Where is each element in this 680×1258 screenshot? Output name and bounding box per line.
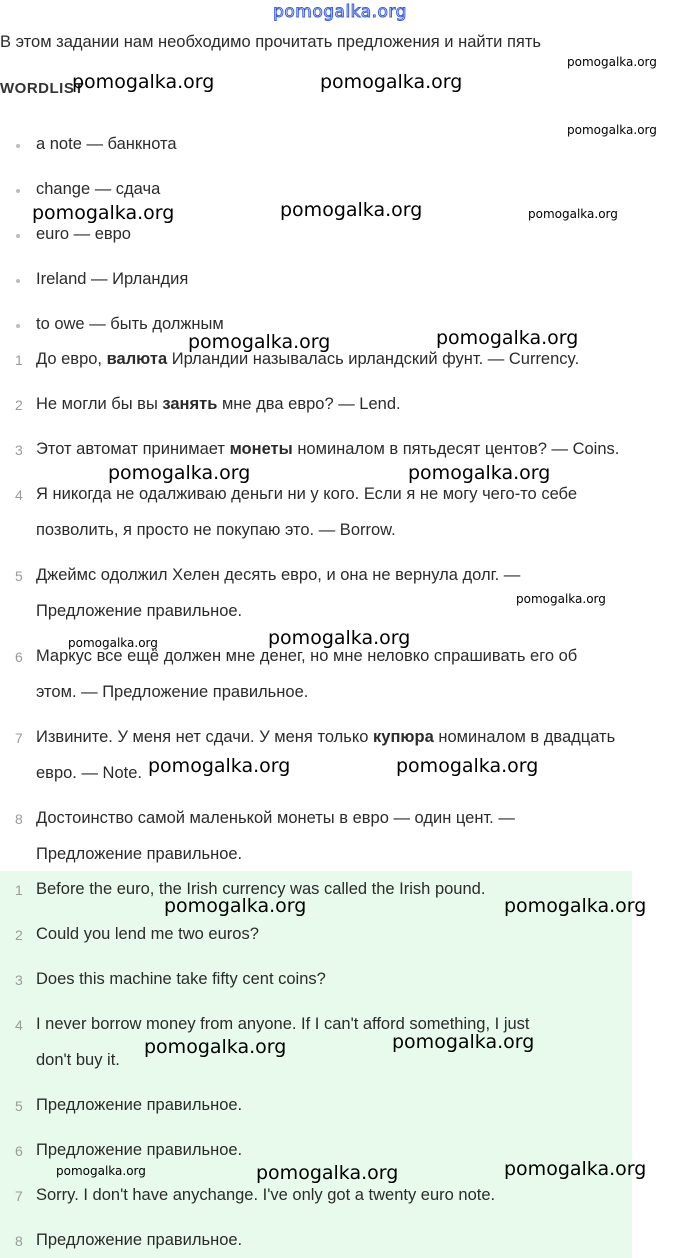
watermark-logo-top: pomogalka.org	[273, 2, 407, 22]
list-number: 8	[15, 811, 23, 827]
watermark: pomogalka.org	[408, 462, 551, 484]
bullet-icon	[16, 189, 20, 193]
answer-line: евро. — Note.	[36, 764, 142, 782]
answer-line: I never borrow money from anyone. If I can't afford something, I just	[36, 1015, 530, 1033]
answer-line: Достоинство самой маленькой монеты в евро — один цент. —	[36, 809, 515, 827]
list-number: 4	[15, 1017, 23, 1033]
bullet-icon	[16, 324, 20, 328]
watermark: pomogalka.org	[504, 1158, 647, 1180]
wordlist-heading: WORDLIST	[0, 80, 84, 97]
watermark: pomogalka.org	[256, 1162, 399, 1184]
watermark: pomogalka.org	[144, 1036, 287, 1058]
watermark: pomogalka.org	[567, 123, 657, 137]
watermark: pomogalka.org	[68, 636, 158, 650]
list-number: 5	[15, 568, 23, 584]
watermark: pomogalka.org	[164, 895, 307, 917]
answer-line: Маркус все ещё должен мне денег, но мне неловко спрашивать его об	[36, 647, 578, 665]
watermark: pomogalka.org	[436, 327, 579, 349]
watermark: pomogalka.org	[320, 71, 463, 93]
answer-line: Предложение правильное.	[36, 1141, 243, 1159]
list-number: 1	[15, 352, 23, 368]
answer-line: Предложение правильное.	[36, 845, 243, 863]
list-number: 4	[15, 487, 23, 503]
intro-text: В этом задании нам необходимо прочитать предложения и найти пять	[0, 33, 541, 51]
answer-line: Could you lend me two euros?	[36, 925, 259, 943]
answer-line: этом. — Предложение правильное.	[36, 683, 309, 701]
watermark: pomogalka.org	[148, 755, 291, 777]
list-number: 7	[15, 1188, 23, 1204]
list-number: 8	[15, 1233, 23, 1249]
list-number: 2	[15, 927, 23, 943]
answer-line: don't buy it.	[36, 1051, 120, 1069]
list-number: 2	[15, 397, 23, 413]
list-number: 7	[15, 730, 23, 746]
answer-line: Предложение правильное.	[36, 602, 243, 620]
watermark: pomogalka.org	[188, 331, 331, 353]
watermark: pomogalka.org	[396, 755, 539, 777]
watermark: pomogalka.org	[72, 71, 215, 93]
wordlist-item: change — сдача	[36, 180, 161, 198]
list-number: 3	[15, 972, 23, 988]
watermark: pomogalka.org	[392, 1031, 535, 1053]
list-number: 3	[15, 442, 23, 458]
answer-line: Sorry. I don't have anychange. I've only got a twenty euro note.	[36, 1186, 496, 1204]
answer-line: До евро, валюта Ирландии называлась ирландский фунт. — Currency.	[36, 350, 580, 368]
bullet-icon	[16, 279, 20, 283]
wordlist-item: euro — евро	[36, 225, 131, 243]
watermark: pomogalka.org	[528, 207, 618, 221]
list-number: 1	[15, 882, 23, 898]
watermark: pomogalka.org	[504, 895, 647, 917]
bullet-icon	[16, 234, 20, 238]
list-number: 6	[15, 649, 23, 665]
answer-line: позволить, я просто не покупаю это. — Borrow.	[36, 521, 396, 539]
bullet-icon	[16, 144, 20, 148]
wordlist-item: to owe — быть должным	[36, 315, 224, 333]
watermark: pomogalka.org	[268, 627, 411, 649]
answer-line: Этот автомат принимает монеты номиналом в пятьдесят центов? — Coins.	[36, 440, 620, 458]
answer-line: Предложение правильное.	[36, 1231, 243, 1249]
answer-line: Я никогда не одалживаю деньги ни у кого. Если я не могу чего-то себе	[36, 485, 578, 503]
watermark: pomogalka.org	[108, 462, 251, 484]
answer-line: Before the euro, the Irish currency was called the Irish pound.	[36, 880, 486, 898]
answer-line: Не могли бы вы занять мне два евро? — Lend.	[36, 395, 401, 413]
watermark: pomogalka.org	[567, 55, 657, 69]
answer-line: Предложение правильное.	[36, 1096, 243, 1114]
wordlist-item: a note — банкнота	[36, 135, 177, 153]
watermark: pomogalka.org	[32, 202, 175, 224]
answer-line: Извините. У меня нет сдачи. У меня только купюра номиналом в двадцать	[36, 728, 616, 746]
list-number: 5	[15, 1098, 23, 1114]
list-number: 6	[15, 1143, 23, 1159]
answer-line: Does this machine take fifty cent coins?	[36, 970, 326, 988]
watermark: pomogalka.org	[516, 592, 606, 606]
watermark: pomogalka.org	[56, 1164, 146, 1178]
watermark: pomogalka.org	[280, 199, 423, 221]
answer-line: Джеймс одолжил Хелен десять евро, и она не вернула долг. —	[36, 566, 521, 584]
wordlist-item: Ireland — Ирландия	[36, 270, 189, 288]
